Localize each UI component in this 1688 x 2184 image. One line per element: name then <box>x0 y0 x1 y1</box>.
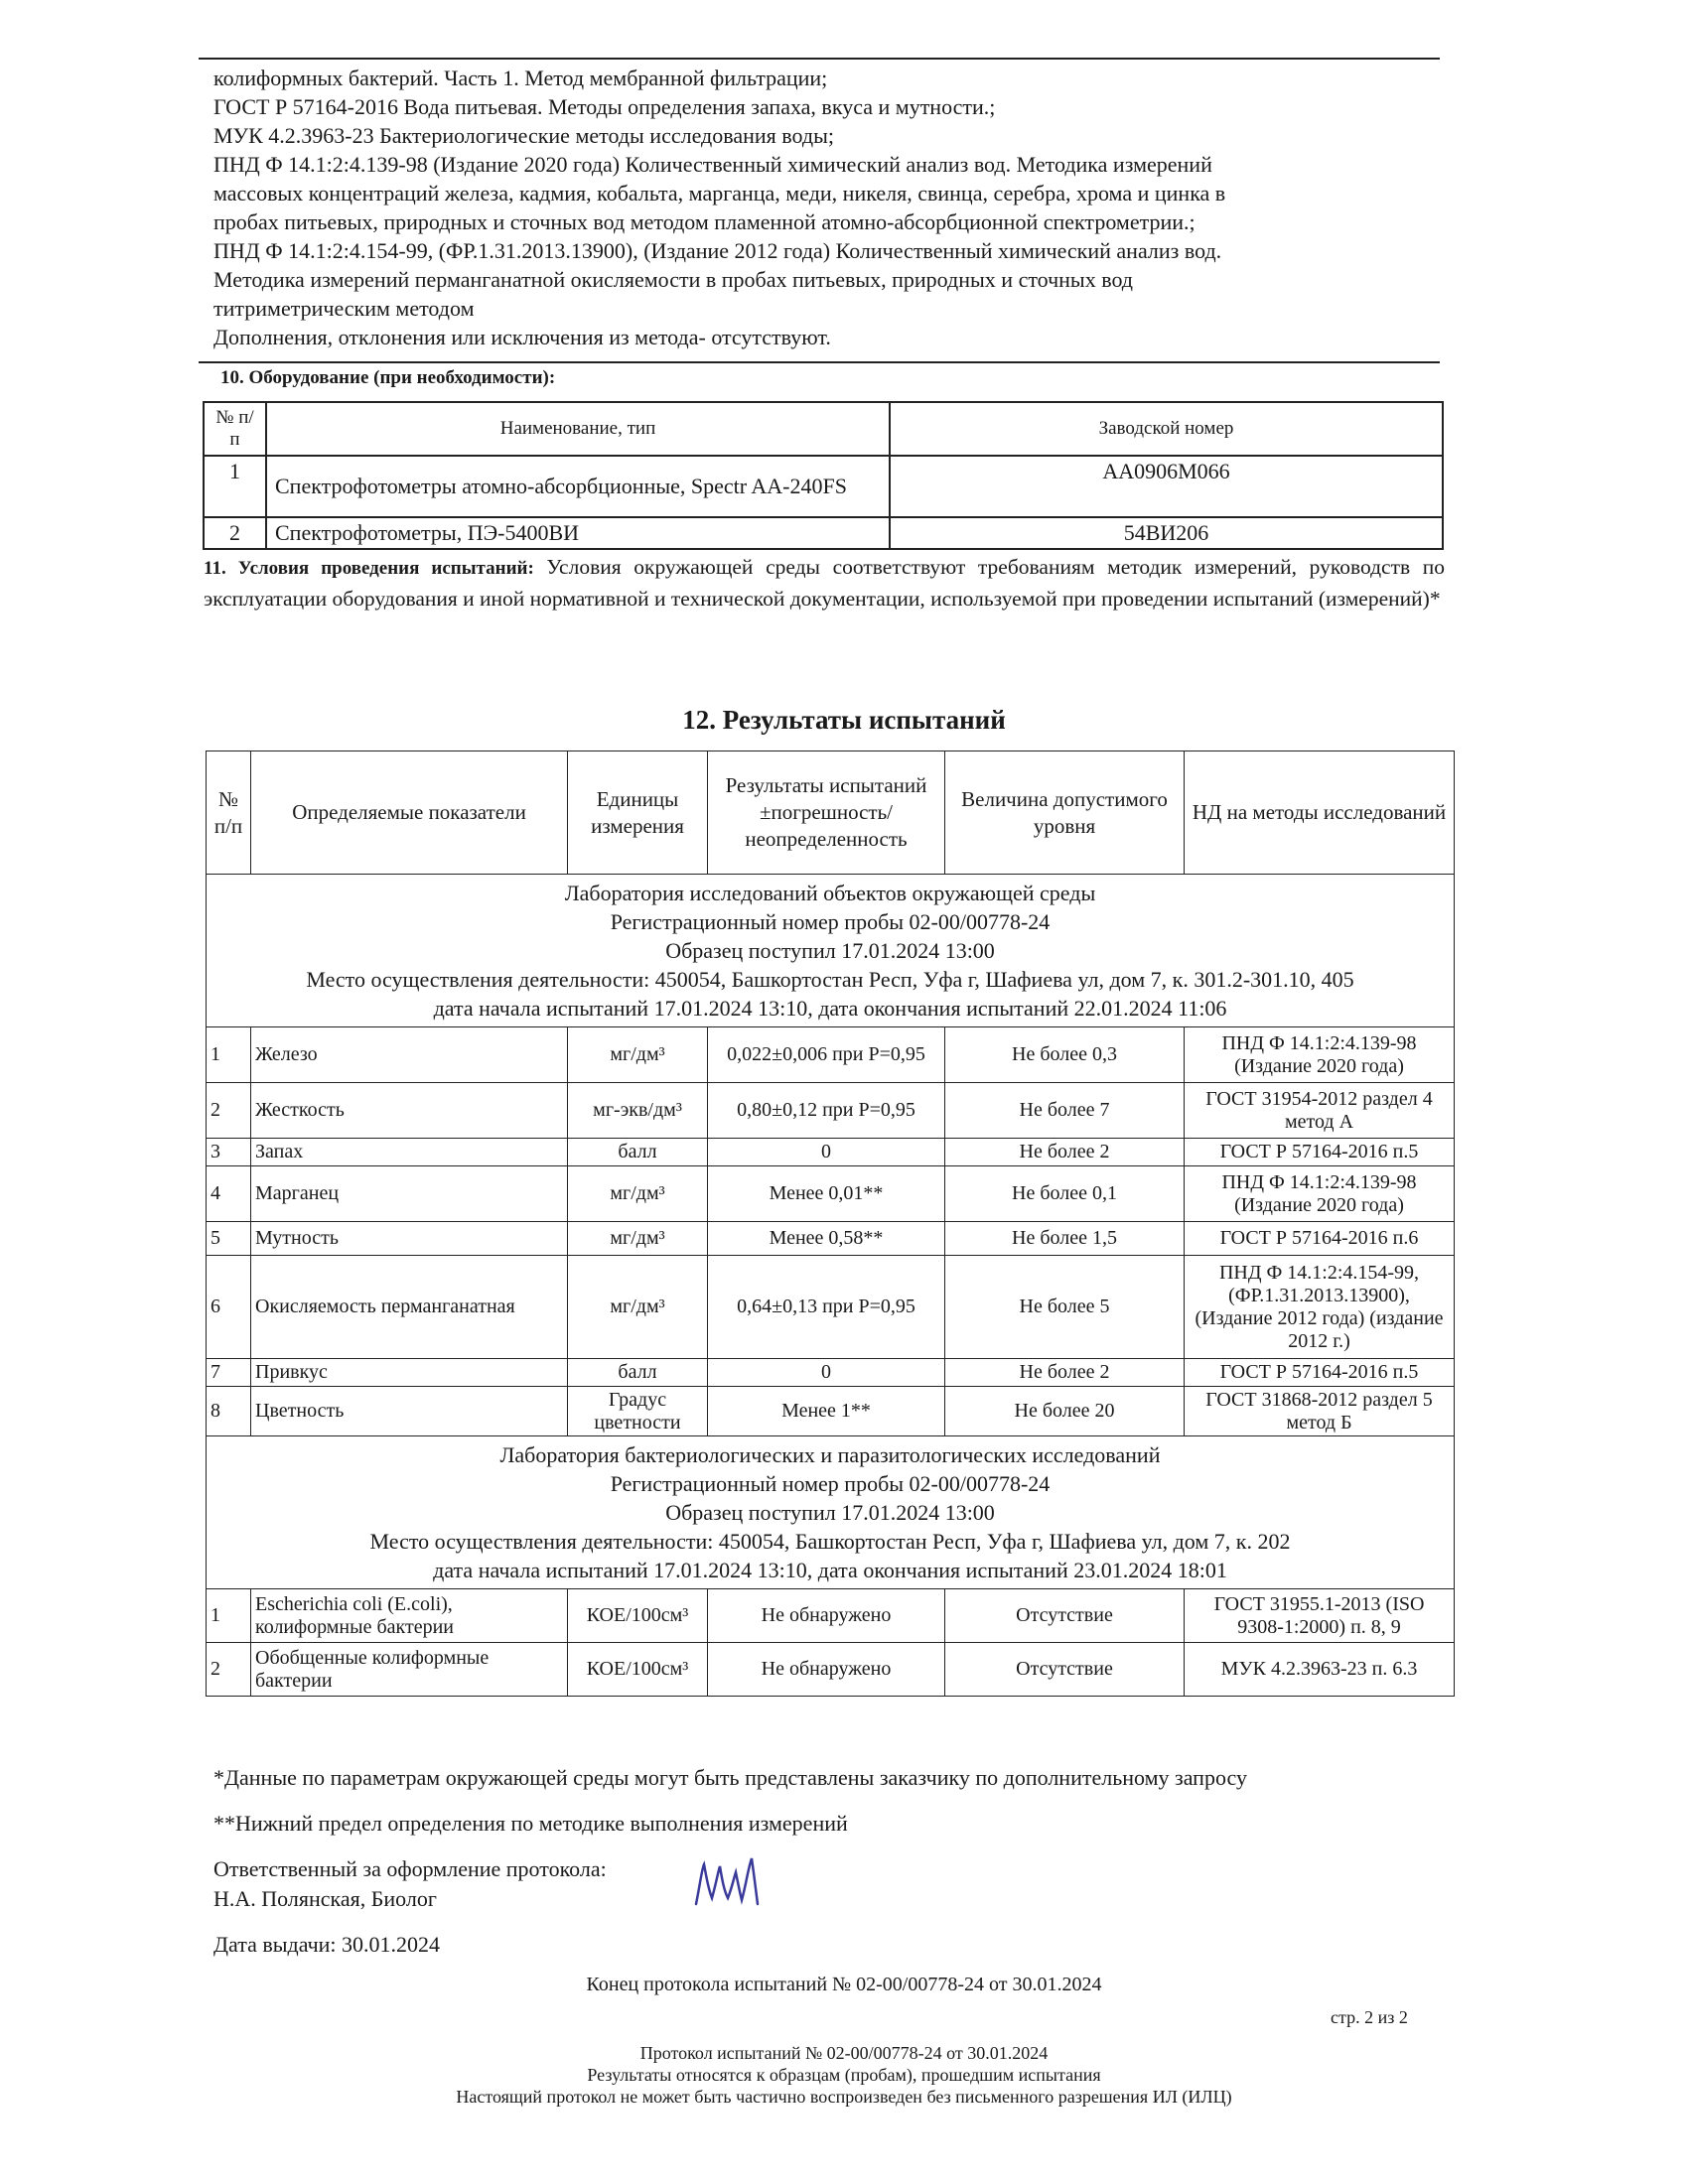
row-limit: Отсутствие <box>945 1643 1185 1697</box>
equip-serial: AA0906M066 <box>890 456 1443 517</box>
lab-dates: дата начала испытаний 17.01.2024 13:10, дата окончания испытаний 22.01.2024 11:06 <box>433 996 1227 1021</box>
row-indicator: Мутность <box>251 1222 568 1256</box>
lab-reg: Регистрационный номер пробы 02-00/00778-24 <box>610 909 1051 934</box>
table-header-row <box>204 402 1443 456</box>
results-title: 12. Результаты испытаний <box>682 705 1006 735</box>
table-row <box>207 1083 1455 1139</box>
row-indicator: Привкус <box>251 1359 568 1387</box>
row-indicator: Цветность <box>251 1387 568 1436</box>
row-limit: Не более 2 <box>945 1139 1185 1166</box>
equipment-heading: 10. Оборудование (при необходимости): <box>220 367 556 388</box>
table-row <box>204 517 1443 549</box>
row-result: 0 <box>708 1359 945 1387</box>
row-result: 0,64±0,13 при P=0,95 <box>708 1256 945 1359</box>
row-result: 0,022±0,006 при P=0,95 <box>708 1027 945 1083</box>
equip-name: Спектрофотометры, ПЭ-5400ВИ <box>266 517 890 549</box>
row-unit: КОЕ/100см³ <box>568 1643 708 1697</box>
col-units: Единицы измерения <box>568 751 708 875</box>
method-line: массовых концентраций железа, кадмия, кобальта, марганца, меди, никеля, свинца, серебра, хрома и цинка в <box>213 181 1226 205</box>
equipment-table <box>203 401 1444 550</box>
results-table <box>206 751 1455 1697</box>
col-num: № п/п <box>204 402 266 456</box>
row-indicator: Жесткость <box>251 1083 568 1139</box>
row-unit: балл <box>568 1139 708 1166</box>
method-line: ГОСТ Р 57164-2016 Вода питьевая. Методы определения запаха, вкуса и мутности.; <box>213 94 996 119</box>
lab-dates: дата начала испытаний 17.01.2024 13:10, дата окончания испытаний 23.01.2024 18:01 <box>433 1558 1227 1582</box>
row-method: ГОСТ Р 57164-2016 п.6 <box>1185 1222 1455 1256</box>
col-method: НД на методы исследований <box>1185 751 1455 875</box>
table-row <box>207 1222 1455 1256</box>
table-row <box>207 1387 1455 1436</box>
col-result: Результаты испытаний ±погрешность/ неопределенность <box>708 751 945 875</box>
col-indicator: Определяемые показатели <box>251 751 568 875</box>
row-num: 2 <box>207 1643 251 1697</box>
end-of-protocol: Конец протокола испытаний № 02-00/00778-24 от 30.01.2024 <box>586 1974 1102 1995</box>
table-row <box>207 1359 1455 1387</box>
section-rule <box>199 361 1440 363</box>
col-limit: Величина допустимого уровня <box>945 751 1185 875</box>
method-line: МУК 4.2.3963-23 Бактериологические методы исследования воды; <box>213 123 834 148</box>
footer-line: Результаты относятся к образцам (пробам), прошедшим испытания <box>587 2065 1101 2085</box>
row-method: ГОСТ Р 57164-2016 п.5 <box>1185 1359 1455 1387</box>
row-method: МУК 4.2.3963-23 п. 6.3 <box>1185 1643 1455 1697</box>
lab-reg: Регистрационный номер пробы 02-00/00778-24 <box>610 1471 1051 1496</box>
row-result: Не обнаружено <box>708 1643 945 1697</box>
row-indicator: Марганец <box>251 1166 568 1222</box>
method-line: титриметрическим методом <box>213 296 475 321</box>
method-line: Дополнения, отклонения или исключения из метода- отсутствуют. <box>213 325 831 349</box>
table-row <box>204 456 1443 517</box>
row-unit: мг/дм³ <box>568 1256 708 1359</box>
row-unit: балл <box>568 1359 708 1387</box>
row-limit: Не более 7 <box>945 1083 1185 1139</box>
row-result: Менее 0,01** <box>708 1166 945 1222</box>
lab-block <box>207 1436 1455 1589</box>
row-result: Не обнаружено <box>708 1589 945 1643</box>
table-row <box>207 1256 1455 1359</box>
row-num: 2 <box>207 1083 251 1139</box>
row-method: ГОСТ 31954-2012 раздел 4 метод А <box>1185 1083 1455 1139</box>
row-method: ПНД Ф 14.1:2:4.139-98 (Издание 2020 года) <box>1185 1027 1455 1083</box>
col-serial: Заводской номер <box>890 402 1443 456</box>
col-num: № п/п <box>207 751 251 875</box>
table-header-row <box>207 751 1455 875</box>
responsible-name: Н.А. Полянская, Биолог <box>213 1886 437 1911</box>
footer-line: Настоящий протокол не может быть частично воспроизведен без письменного разрешения ИЛ (ИЛЦ) <box>456 2087 1232 2107</box>
page-number: стр. 2 из 2 <box>1331 2007 1408 2027</box>
row-limit: Не более 0,1 <box>945 1166 1185 1222</box>
issue-date: Дата выдачи: 30.01.2024 <box>213 1932 441 1957</box>
row-num: 3 <box>207 1139 251 1166</box>
row-method: ГОСТ Р 57164-2016 п.5 <box>1185 1139 1455 1166</box>
row-limit: Не более 1,5 <box>945 1222 1185 1256</box>
row-unit: мг-экв/дм³ <box>568 1083 708 1139</box>
row-result: Менее 0,58** <box>708 1222 945 1256</box>
row-unit: мг/дм³ <box>568 1027 708 1083</box>
row-limit: Не более 0,3 <box>945 1027 1185 1083</box>
row-num: 6 <box>207 1256 251 1359</box>
conditions-text: Условия окружающей среды соответствуют требованиям методик измерений, руководств по эксплуатации оборудования и иной нормативной и технической документации, используемой при проведении испытаний (измерений)* <box>204 555 1445 611</box>
row-method: ГОСТ 31868-2012 раздел 5 метод Б <box>1185 1387 1455 1436</box>
row-result: 0 <box>708 1139 945 1166</box>
row-method: ПНД Ф 14.1:2:4.154-99, (ФР.1.31.2013.13900), (Издание 2012 года) (издание 2012 г.) <box>1185 1256 1455 1359</box>
row-unit: Градус цветности <box>568 1387 708 1436</box>
method-line: ПНД Ф 14.1:2:4.139-98 (Издание 2020 года) Количественный химический анализ вод. Методика измерений <box>213 152 1212 177</box>
row-limit: Отсутствие <box>945 1589 1185 1643</box>
row-unit: мг/дм³ <box>568 1222 708 1256</box>
table-row <box>207 1027 1455 1083</box>
responsible-label: Ответственный за оформление протокола: <box>213 1856 607 1881</box>
row-unit: мг/дм³ <box>568 1166 708 1222</box>
equip-name: Спектрофотометры атомно-абсорбционные, Spectr AA-240FS <box>266 456 890 517</box>
row-limit: Не более 5 <box>945 1256 1185 1359</box>
row-limit: Не более 2 <box>945 1359 1185 1387</box>
signature-icon <box>690 1854 765 1910</box>
col-name: Наименование, тип <box>266 402 890 456</box>
row-indicator: Escherichia coli (E.coli), колиформные бактерии <box>251 1589 568 1643</box>
top-rule <box>199 58 1440 60</box>
conditions-label: 11. Условия проведения испытаний: <box>204 558 534 579</box>
row-num: 7 <box>207 1359 251 1387</box>
row-result: 0,80±0,12 при P=0,95 <box>708 1083 945 1139</box>
lab-place: Место осуществления деятельности: 450054, Башкортостан Респ, Уфа г, Шафиева ул, дом 7, к. 202 <box>369 1529 1291 1554</box>
lab-name: Лаборатория бактериологических и паразитологических исследований <box>499 1442 1161 1467</box>
row-limit: Не более 20 <box>945 1387 1185 1436</box>
method-line: колиформных бактерий. Часть 1. Метод мембранной фильтрации; <box>213 66 828 90</box>
row-indicator: Железо <box>251 1027 568 1083</box>
row-indicator: Запах <box>251 1139 568 1166</box>
lab-received: Образец поступил 17.01.2024 13:00 <box>665 938 995 963</box>
row-method: ГОСТ 31955.1-2013 (ISO 9308-1:2000) п. 8, 9 <box>1185 1589 1455 1643</box>
table-row <box>207 1589 1455 1643</box>
table-row <box>207 1643 1455 1697</box>
row-num: 4 <box>207 1166 251 1222</box>
footnote-detection-limit: **Нижний предел определения по методике выполнения измерений <box>213 1811 848 1836</box>
lab-received: Образец поступил 17.01.2024 13:00 <box>665 1500 995 1525</box>
row-num: 8 <box>207 1387 251 1436</box>
method-line: пробах питьевых, природных и сточных вод методом пламенной атомно-абсорбционной спектрометрии.; <box>213 209 1196 234</box>
row-num: 1 <box>207 1589 251 1643</box>
row-num: 1 <box>207 1027 251 1083</box>
row-method: ПНД Ф 14.1:2:4.139-98 (Издание 2020 года) <box>1185 1166 1455 1222</box>
equip-num: 2 <box>204 517 266 549</box>
row-unit: КОЕ/100см³ <box>568 1589 708 1643</box>
method-line: ПНД Ф 14.1:2:4.154-99, (ФР.1.31.2013.13900), (Издание 2012 года) Количественный химический анализ вод. <box>213 238 1222 263</box>
lab-place: Место осуществления деятельности: 450054, Башкортостан Респ, Уфа г, Шафиева ул, дом 7, к. 301.2-301.10, 405 <box>306 967 1354 992</box>
table-row <box>207 1166 1455 1222</box>
row-num: 5 <box>207 1222 251 1256</box>
conditions-paragraph <box>204 552 1445 614</box>
table-row <box>207 1139 1455 1166</box>
footer-line: Протокол испытаний № 02-00/00778-24 от 30.01.2024 <box>639 2043 1049 2063</box>
row-result: Менее 1** <box>708 1387 945 1436</box>
methods-list <box>213 64 1445 351</box>
lab-block <box>207 875 1455 1027</box>
row-indicator: Окисляемость перманганатная <box>251 1256 568 1359</box>
lab-name: Лаборатория исследований объектов окружающей среды <box>564 881 1096 905</box>
equip-serial: 54ВИ206 <box>890 517 1443 549</box>
method-line: Методика измерений перманганатной окисляемости в пробах питьевых, природных и сточных вод <box>213 267 1133 292</box>
footnote-environment: *Данные по параметрам окружающей среды могут быть представлены заказчику по дополнительному запросу <box>213 1765 1247 1790</box>
equip-num: 1 <box>204 456 266 517</box>
row-indicator: Обобщенные колиформные бактерии <box>251 1643 568 1697</box>
